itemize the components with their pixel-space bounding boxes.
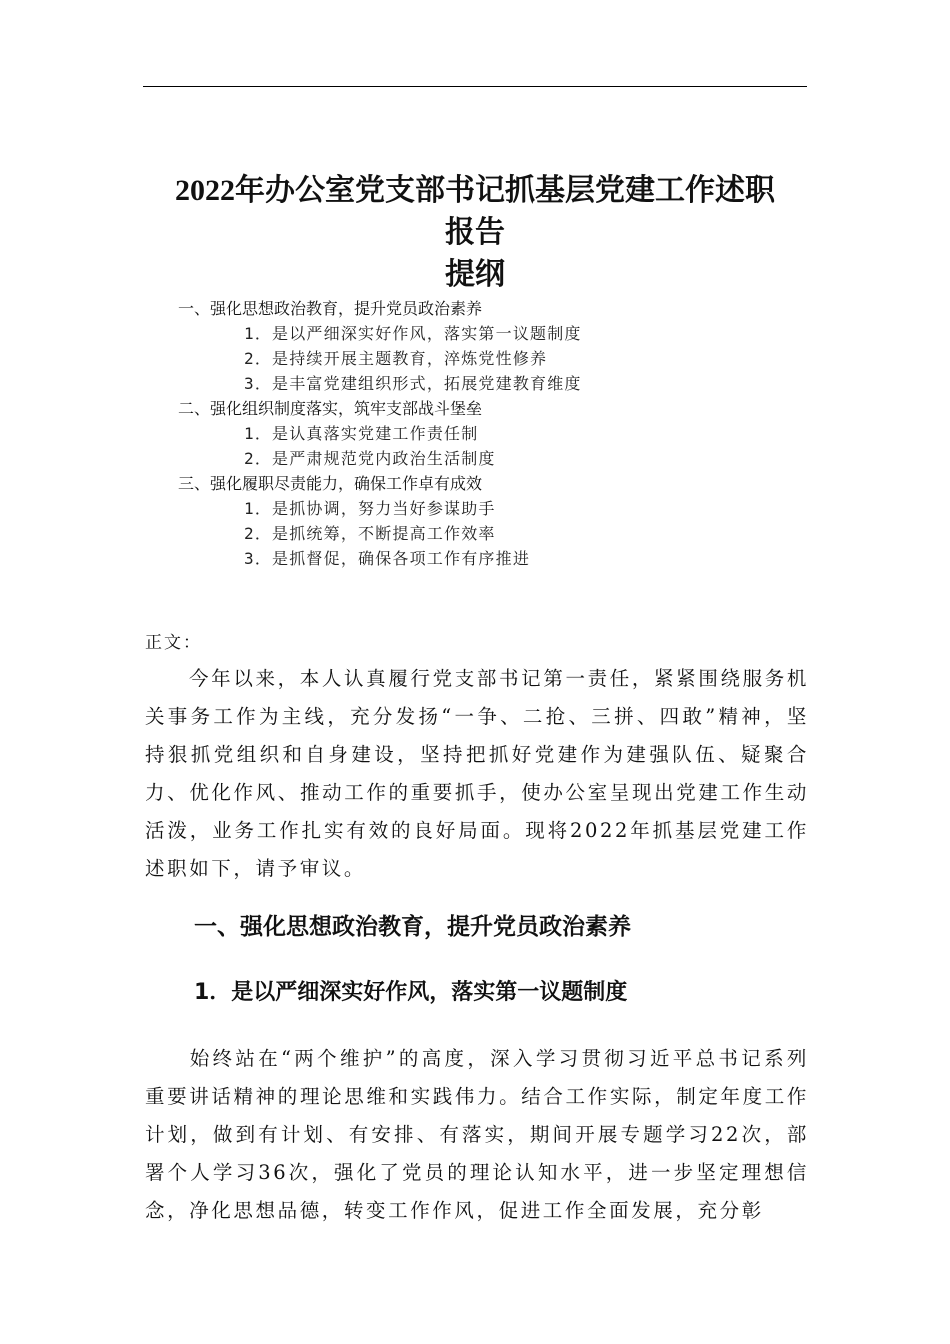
title-line-3: 提纲 [445, 258, 505, 291]
outline-item: 2．是持续开展主题教育，淬炼党性修养 [244, 349, 548, 368]
outline-item: 1．是抓协调，努力当好参谋助手 [244, 499, 496, 518]
outline-item: 2．是抓统筹，不断提高工作效率 [244, 524, 496, 543]
outline-section-2: 二、强化组织制度落实，筑牢支部战斗堡垒 [178, 399, 483, 418]
intro-paragraph-text: 今年以来，本人认真履行党支部书记第一责任，紧紧围绕服务机关事务工作为主线，充分发扬“一争、二抢、三拼、四敢”精神，坚持狠抓党组织和自身建设，坚持把抓好党建作为建强队伍、疑聚合力、优化作风、推动工作的重要抓手，使办公室呈现出党建工作生动活泼，业务工作扎实有效的良好局面。现将2022年抓基层党建工作述职如下，请予审议。 [145, 667, 809, 880]
title-line-1: 2022年办公室党支部书记抓基层党建工作述职 [175, 174, 775, 207]
body-label: 正文： [145, 633, 202, 653]
outline-item: 1．是以严细深实好作风，落实第一议题制度 [244, 324, 582, 343]
section-paragraph-text: 始终站在“两个维护”的高度，深入学习贯彻习近平总书记系列重要讲话精神的理论思维和实践伟力。结合工作实际，制定年度工作计划，做到有计划、有安排、有落实，期间开展专题学习22次，部署个人学习36次，强化了党员的理论认知水平，进一步坚定理想信念，净化思想品德，转变工作作风，促进工作全面发展，充分彰 [145, 1047, 809, 1222]
outline-item: 3．是抓督促，确保各项工作有序推进 [244, 549, 531, 568]
section-heading: 一、强化思想政治教育，提升党员政治素养 [194, 914, 631, 940]
section-paragraph [145, 1040, 809, 1230]
outline-item: 1．是认真落实党建工作责任制 [244, 424, 479, 443]
header-rule [143, 86, 807, 87]
outline-item: 3．是丰富党建组织形式，拓展党建教育维度 [244, 374, 582, 393]
outline-section-1: 一、强化思想政治教育，提升党员政治素养 [178, 299, 483, 318]
outline-item: 2．是严肃规范党内政治生活制度 [244, 449, 496, 468]
subsection-heading: 1．是以严细深实好作风，落实第一议题制度 [194, 980, 628, 1005]
document-title [110, 170, 840, 296]
outline [178, 296, 582, 571]
title-line-2: 报告 [445, 216, 505, 249]
outline-section-3: 三、强化履职尽责能力，确保工作卓有成效 [178, 474, 483, 493]
intro-paragraph [145, 660, 809, 888]
